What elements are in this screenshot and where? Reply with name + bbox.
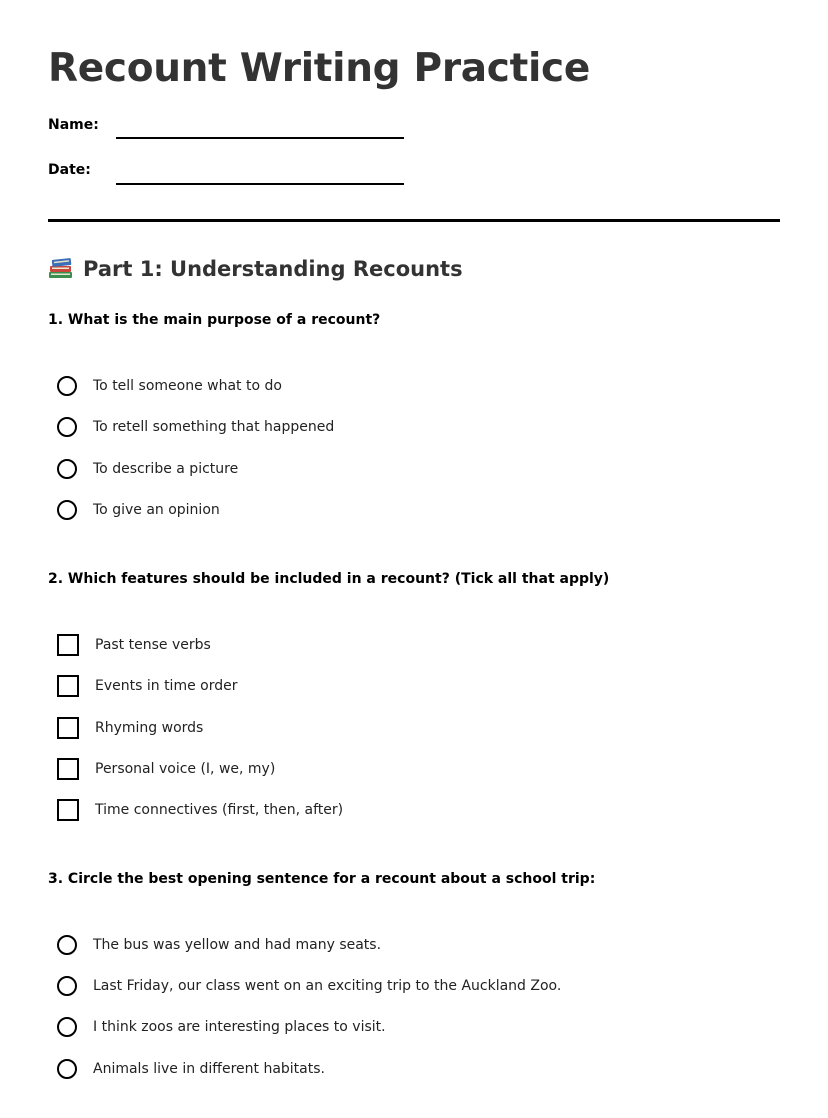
option-label: The bus was yellow and had many seats.	[93, 937, 382, 953]
option-label: I think zoos are interesting places to visit.	[93, 1019, 386, 1035]
q3-option-2[interactable]	[57, 974, 561, 998]
checkbox[interactable]	[57, 799, 79, 821]
q1-option-1[interactable]	[57, 374, 282, 398]
option-label: To describe a picture	[93, 461, 239, 477]
q1-option-3[interactable]	[57, 457, 238, 481]
radio-button[interactable]	[57, 500, 77, 520]
option-label: Rhyming words	[95, 720, 204, 736]
option-label: Time connectives (first, then, after)	[95, 802, 344, 818]
date-label: Date:	[48, 162, 91, 178]
option-label: Events in time order	[95, 678, 238, 694]
checkbox[interactable]	[57, 634, 79, 656]
part1-heading	[48, 257, 463, 281]
header-divider	[48, 219, 780, 222]
option-label: To retell something that happened	[93, 419, 335, 435]
option-label: Animals live in different habitats.	[93, 1061, 325, 1077]
question-1: 1. What is the main purpose of a recount?	[48, 312, 381, 328]
books-icon	[48, 257, 74, 279]
option-label: Personal voice (I, we, my)	[95, 761, 276, 777]
radio-button[interactable]	[57, 376, 77, 396]
q1-option-4[interactable]	[57, 498, 220, 522]
checkbox[interactable]	[57, 675, 79, 697]
page-title: Recount Writing Practice	[48, 46, 590, 91]
option-label: Last Friday, our class went on an exciting trip to the Auckland Zoo.	[93, 978, 562, 994]
radio-button[interactable]	[57, 1059, 77, 1079]
q3-option-4[interactable]	[57, 1057, 325, 1081]
name-label: Name:	[48, 117, 99, 133]
q2-option-3[interactable]	[57, 716, 203, 740]
q2-option-1[interactable]	[57, 633, 211, 657]
date-field[interactable]	[116, 183, 404, 185]
name-field[interactable]	[116, 137, 404, 139]
q1-option-2[interactable]	[57, 415, 334, 439]
option-label: Past tense verbs	[95, 637, 211, 653]
q3-option-1[interactable]	[57, 933, 381, 957]
question-3: 3. Circle the best opening sentence for a recount about a school trip:	[48, 871, 596, 887]
option-label: To tell someone what to do	[93, 378, 282, 394]
q3-option-3[interactable]	[57, 1015, 386, 1039]
radio-button[interactable]	[57, 459, 77, 479]
radio-button[interactable]	[57, 1017, 77, 1037]
q2-option-4[interactable]	[57, 757, 275, 781]
q2-option-2[interactable]	[57, 674, 237, 698]
question-2: 2. Which features should be included in a recount? (Tick all that apply)	[48, 571, 610, 587]
radio-button[interactable]	[57, 935, 77, 955]
radio-button[interactable]	[57, 976, 77, 996]
radio-button[interactable]	[57, 417, 77, 437]
option-label: To give an opinion	[93, 502, 220, 518]
part1-title: Part 1: Understanding Recounts	[83, 257, 463, 281]
checkbox[interactable]	[57, 758, 79, 780]
q2-option-5[interactable]	[57, 798, 343, 822]
checkbox[interactable]	[57, 717, 79, 739]
